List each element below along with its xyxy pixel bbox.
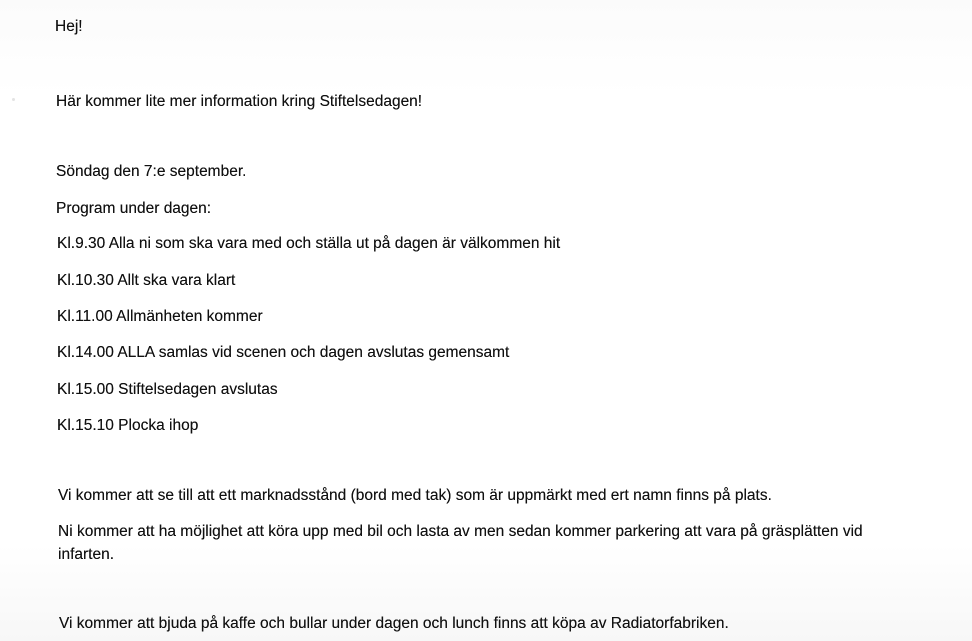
program-item: Kl.10.30 Allt ska vara klart — [57, 272, 236, 289]
program-item: Kl.14.00 ALLA samlas vid scenen och dagen avslutas gemensamt — [57, 344, 510, 361]
parking-info-line-2: infarten. — [58, 546, 115, 563]
intro-text: Här kommer lite mer information kring Stiftelsedagen! — [56, 93, 423, 110]
parking-info-line-1: Ni kommer att ha möjlighet att köra upp med bil och lasta av men sedan kommer parkering att vara på gräsplätten vid — [58, 523, 863, 540]
program-heading: Program under dagen: — [56, 200, 212, 217]
program-item: Kl.9.30 Alla ni som ska vara med och ställa ut på dagen är välkommen hit — [57, 235, 561, 252]
program-item: Kl.15.00 Stiftelsedagen avslutas — [57, 381, 278, 398]
program-item: Kl.11.00 Allmänheten kommer — [57, 308, 263, 325]
event-date: Söndag den 7:e september. — [56, 163, 247, 180]
program-item: Kl.15.10 Plocka ihop — [57, 417, 199, 434]
greeting: Hej! — [55, 18, 83, 35]
stand-info: Vi kommer att se till att ett marknadsstånd (bord med tak) som är uppmärkt med ert namn finns på plats. — [58, 487, 772, 504]
refreshments-info: Vi kommer att bjuda på kaffe och bullar under dagen och lunch finns att köpa av Radiatorfabriken. — [59, 615, 729, 632]
scan-speck — [12, 98, 15, 101]
